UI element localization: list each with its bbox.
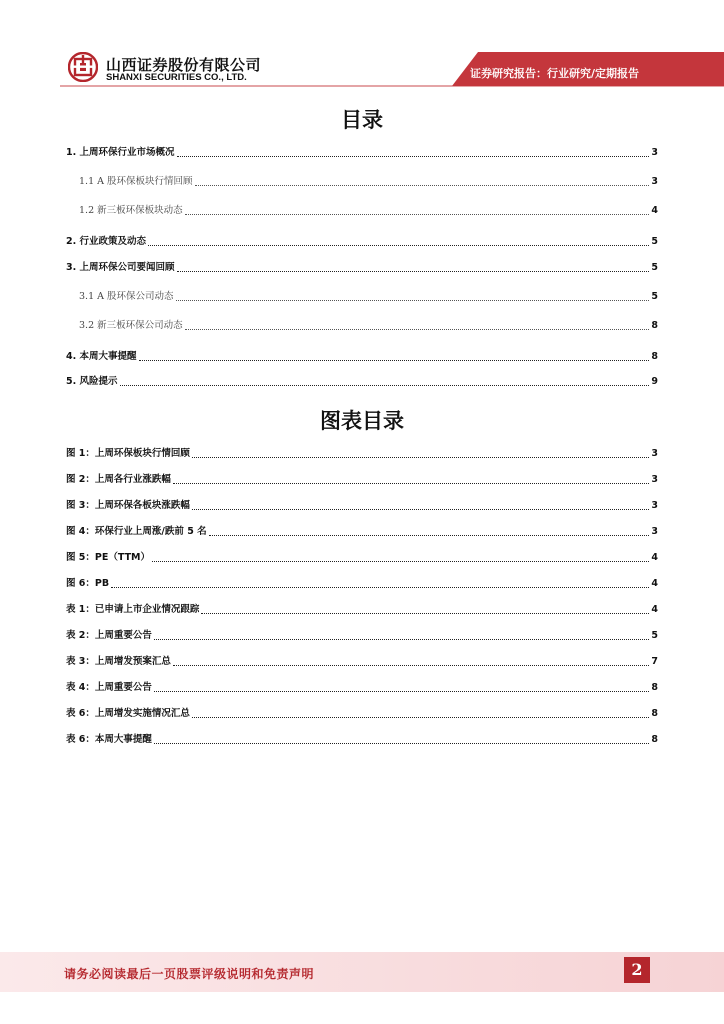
figure-item-label: 表 4：上周重要公告 [66,682,152,693]
toc-item-page: 8 [651,351,658,362]
toc-item[interactable] [66,202,658,218]
company-name-en: SHANXI SECURITIES CO., LTD. [106,72,247,83]
toc-item-page: 5 [651,262,658,273]
figure-item[interactable] [66,471,658,487]
toc-leader [192,508,649,510]
figure-item[interactable] [66,497,658,513]
toc-leader [154,742,649,744]
toc-item-label: 2. 行业政策及动态 [66,236,147,247]
toc-leader [192,456,649,458]
toc-item-label: 4. 本周大事提醒 [66,351,137,362]
toc-item[interactable] [66,144,658,160]
figure-item[interactable] [66,523,658,539]
figure-item[interactable] [66,601,658,617]
figure-item-page: 8 [651,682,658,693]
toc-leader [148,244,649,246]
toc-leader [176,299,650,301]
toc-item[interactable] [66,173,658,189]
toc-item[interactable] [66,288,658,304]
toc-leader [192,716,649,718]
toc-item-label: 3.2 新三板环保公司动态 [79,320,183,331]
figure-item[interactable] [66,705,658,721]
toc-leader [177,270,650,272]
toc-item[interactable] [66,233,658,249]
figure-item-page: 4 [651,552,658,563]
toc-leader [195,184,650,186]
toc-leader [209,534,650,536]
figure-item-label: 表 2：上周重要公告 [66,630,152,641]
toc-item[interactable] [66,259,658,275]
toc-leader [120,384,650,386]
figure-item-page: 3 [651,448,658,459]
toc-leader [185,328,650,330]
toc-item-page: 9 [651,376,658,387]
toc-item-page: 8 [651,320,658,331]
figure-item-label: 图 1：上周环保板块行情回顾 [66,448,190,459]
toc-title: 目录 [341,108,383,132]
figure-item[interactable] [66,679,658,695]
figure-item-label: 图 6：PB [66,578,110,589]
toc-item-label: 1.2 新三板环保板块动态 [79,205,183,216]
figure-item-page: 7 [651,656,658,667]
figure-item-page: 8 [651,734,658,745]
toc-leader [152,560,649,562]
footer-disclaimer: 请务必阅读最后一页股票评级说明和免责声明 [64,967,315,981]
page-number: 2 [624,957,650,983]
figure-item[interactable] [66,627,658,643]
company-logo-icon [68,52,98,82]
toc-leader [154,638,649,640]
toc-item-page: 4 [651,205,658,216]
figure-item[interactable] [66,575,658,591]
figure-item-page: 3 [651,500,658,511]
figure-item-label: 表 6：上周增发实施情况汇总 [66,708,190,719]
toc-item-label: 3.1 A 股环保公司动态 [79,291,174,302]
toc-leader [201,612,649,614]
figure-item-page: 5 [651,630,658,641]
toc-item-page: 5 [651,236,658,247]
figure-item-label: 图 2：上周各行业涨跌幅 [66,474,171,485]
figure-item[interactable] [66,445,658,461]
toc-item-page: 3 [651,176,658,187]
figures-title: 图表目录 [320,409,404,433]
toc-leader [185,213,650,215]
figure-item-label: 表 3：上周增发预案汇总 [66,656,171,667]
figure-item-label: 图 5：PE（TTM） [66,552,151,563]
toc-leader [154,690,649,692]
toc-item-label: 1. 上周环保行业市场概况 [66,147,175,158]
header-ribbon [0,0,724,100]
report-type: 证券研究报告：行业研究/定期报告 [470,67,640,80]
toc-item-label: 1.1 A 股环保板块行情回顾 [79,176,193,187]
figure-item-page: 8 [651,708,658,719]
figure-item-page: 3 [651,526,658,537]
figure-item[interactable] [66,549,658,565]
toc-leader [111,586,649,588]
toc-leader [177,155,650,157]
figure-item-page: 3 [651,474,658,485]
toc-item[interactable] [66,348,658,364]
figure-item[interactable] [66,653,658,669]
toc-item-page: 5 [651,291,658,302]
figure-item-label: 图 3：上周环保各板块涨跌幅 [66,500,190,511]
toc-item-label: 5. 风险提示 [66,376,118,387]
toc-item[interactable] [66,373,658,389]
figure-item-page: 4 [651,578,658,589]
toc-leader [139,359,650,361]
figure-item-page: 4 [651,604,658,615]
toc-leader [173,664,649,666]
figure-item-label: 表 6：本周大事提醒 [66,734,152,745]
company-name-cn: 山西证券股份有限公司 [106,56,262,74]
toc-item[interactable] [66,317,658,333]
toc-item-label: 3. 上周环保公司要闻回顾 [66,262,175,273]
toc-item-page: 3 [651,147,658,158]
figure-item[interactable] [66,731,658,747]
figure-item-label: 表 1：已申请上市企业情况跟踪 [66,604,200,615]
toc-leader [173,482,649,484]
figure-item-label: 图 4：环保行业上周涨/跌前 5 名 [66,526,207,537]
